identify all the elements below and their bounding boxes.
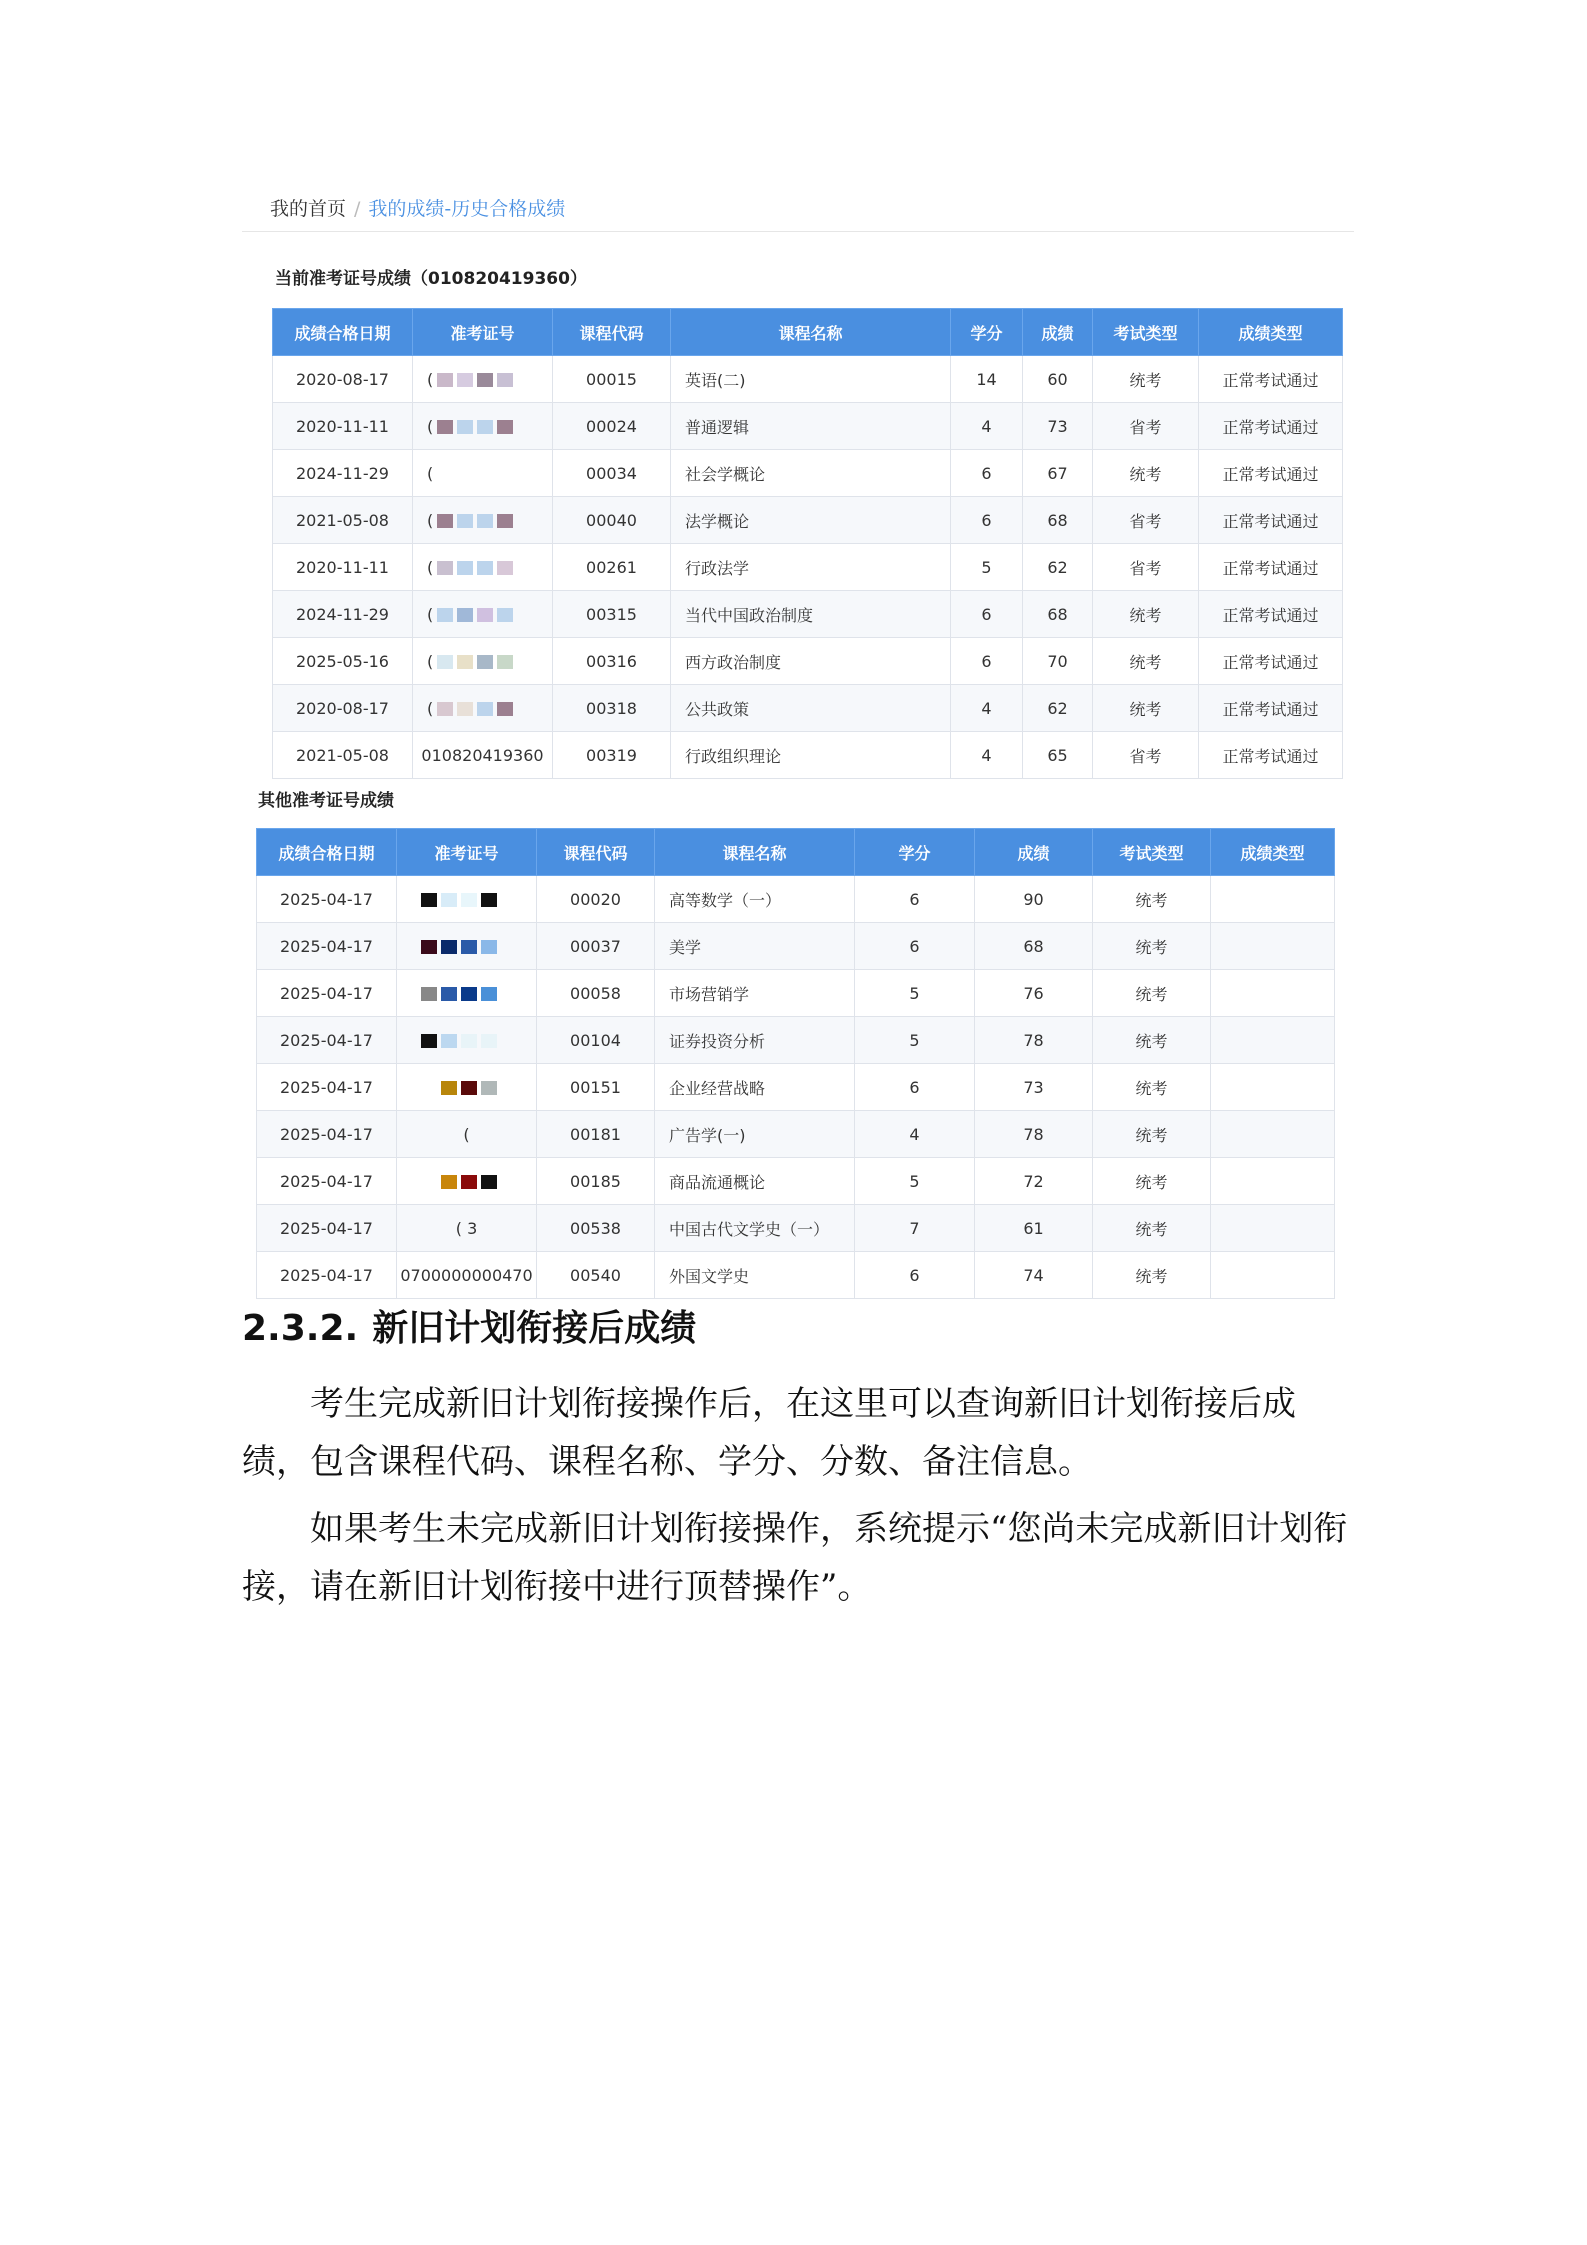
table-cell-credit: 14 — [951, 356, 1023, 403]
redacted-mosaic — [437, 373, 517, 387]
table-cell-date: 2020-08-17 — [273, 685, 413, 732]
current-scores-table-wrap[interactable] — [272, 308, 1342, 766]
table-row — [273, 732, 1343, 779]
table-cell-score: 73 — [1023, 403, 1093, 450]
table-cell-score: 68 — [975, 923, 1093, 970]
table-cell-ticket — [397, 1017, 537, 1064]
table-cell-result-type: 正常考试通过 — [1199, 497, 1343, 544]
table-cell-name: 西方政治制度 — [671, 638, 951, 685]
table-cell-ticket — [413, 403, 553, 450]
table-cell-date: 2025-04-17 — [257, 970, 397, 1017]
table-cell-score: 76 — [975, 970, 1093, 1017]
table-cell-name: 普通逻辑 — [671, 403, 951, 450]
section-heading — [242, 1300, 696, 1351]
table-cell-exam-type: 统考 — [1093, 1064, 1211, 1111]
table-cell-credit: 6 — [855, 1064, 975, 1111]
table-cell-credit: 6 — [855, 923, 975, 970]
table-cell-name: 广告学(一) — [655, 1111, 855, 1158]
table-cell-code: 00261 — [553, 544, 671, 591]
table-cell-result-type — [1211, 1205, 1335, 1252]
table-cell-exam-type: 统考 — [1093, 356, 1199, 403]
table-cell-date: 2021-05-08 — [273, 732, 413, 779]
table-cell-code: 00037 — [537, 923, 655, 970]
table-cell-name: 外国文学史 — [655, 1252, 855, 1299]
table-cell-result-type: 正常考试通过 — [1199, 732, 1343, 779]
breadcrumb — [270, 194, 565, 221]
table-cell-date: 2025-04-17 — [257, 1017, 397, 1064]
table-cell-credit: 6 — [951, 638, 1023, 685]
table-cell-result-type: 正常考试通过 — [1199, 685, 1343, 732]
table-header-row — [257, 829, 1335, 876]
redacted-mosaic — [437, 655, 517, 669]
redacted-mosaic — [437, 467, 517, 481]
table-cell-ticket — [397, 876, 537, 923]
table-cell-code: 00058 — [537, 970, 655, 1017]
table-cell-score: 60 — [1023, 356, 1093, 403]
table-cell-date: 2025-04-17 — [257, 1252, 397, 1299]
table-cell-score: 72 — [975, 1158, 1093, 1205]
table-cell-exam-type: 省考 — [1093, 403, 1199, 450]
table-cell-name: 法学概论 — [671, 497, 951, 544]
table-cell-code: 00540 — [537, 1252, 655, 1299]
table-cell-date: 2021-05-08 — [273, 497, 413, 544]
column-header[interactable]: 成绩 — [1023, 309, 1093, 356]
table-cell-exam-type: 统考 — [1093, 876, 1211, 923]
current-scores-table — [272, 308, 1343, 779]
table-cell-name: 英语(二) — [671, 356, 951, 403]
table-cell-result-type — [1211, 923, 1335, 970]
table-cell-exam-type: 统考 — [1093, 1111, 1211, 1158]
table-row — [257, 1111, 1335, 1158]
table-cell-score: 70 — [1023, 638, 1093, 685]
column-header[interactable]: 成绩类型 — [1199, 309, 1343, 356]
table-cell-credit: 6 — [951, 591, 1023, 638]
table-cell-date: 2020-11-11 — [273, 403, 413, 450]
table-cell-credit: 4 — [951, 732, 1023, 779]
table-cell-name: 当代中国政治制度 — [671, 591, 951, 638]
table-row — [257, 970, 1335, 1017]
ticket-number: ( — [463, 1124, 470, 1144]
table-cell-date: 2025-05-16 — [273, 638, 413, 685]
table-cell-code: 00015 — [553, 356, 671, 403]
ticket-number: ( — [427, 369, 434, 389]
table-cell-result-type: 正常考试通过 — [1199, 591, 1343, 638]
redacted-mosaic — [437, 514, 517, 528]
ticket-number: ( — [427, 416, 434, 436]
table-cell-result-type — [1211, 1252, 1335, 1299]
table-cell-credit: 5 — [855, 1017, 975, 1064]
column-header[interactable]: 课程名称 — [655, 829, 855, 876]
table-cell-exam-type: 统考 — [1093, 1158, 1211, 1205]
table-cell-code: 00319 — [553, 732, 671, 779]
table-cell-code: 00034 — [553, 450, 671, 497]
ticket-number: ( — [427, 651, 434, 671]
table-cell-name: 美学 — [655, 923, 855, 970]
table-cell-credit: 6 — [951, 450, 1023, 497]
table-cell-ticket — [413, 732, 553, 779]
table-cell-exam-type: 统考 — [1093, 591, 1199, 638]
table-cell-name: 公共政策 — [671, 685, 951, 732]
table-cell-ticket — [413, 638, 553, 685]
table-cell-ticket — [397, 1111, 537, 1158]
table-row — [257, 923, 1335, 970]
table-cell-name: 商品流通概论 — [655, 1158, 855, 1205]
redacted-mosaic — [421, 940, 501, 954]
table-row — [273, 450, 1343, 497]
table-row — [273, 544, 1343, 591]
redacted-mosaic — [421, 987, 501, 1001]
ticket-number: ( — [427, 463, 434, 483]
table-cell-ticket — [397, 1064, 537, 1111]
table-cell-name: 行政法学 — [671, 544, 951, 591]
table-cell-score: 62 — [1023, 544, 1093, 591]
ticket-number: ( 3 — [455, 1218, 478, 1238]
ticket-number: 010820419360 — [421, 745, 544, 765]
table-cell-score: 73 — [975, 1064, 1093, 1111]
table-row — [257, 1017, 1335, 1064]
table-cell-ticket — [397, 1252, 537, 1299]
table-cell-name: 企业经营战略 — [655, 1064, 855, 1111]
table-cell-code: 00185 — [537, 1158, 655, 1205]
table-cell-ticket — [413, 356, 553, 403]
table-cell-exam-type: 省考 — [1093, 732, 1199, 779]
table-cell-name: 社会学概论 — [671, 450, 951, 497]
table-cell-code: 00151 — [537, 1064, 655, 1111]
table-cell-score: 67 — [1023, 450, 1093, 497]
column-header[interactable]: 考试类型 — [1093, 829, 1211, 876]
table-cell-credit: 5 — [855, 1158, 975, 1205]
table-cell-result-type — [1211, 1017, 1335, 1064]
table-row — [273, 591, 1343, 638]
table-cell-ticket — [413, 544, 553, 591]
table-cell-code: 00020 — [537, 876, 655, 923]
column-header[interactable]: 学分 — [951, 309, 1023, 356]
table-cell-exam-type: 统考 — [1093, 1252, 1211, 1299]
other-scores-table — [256, 828, 1335, 1299]
table-cell-code: 00315 — [553, 591, 671, 638]
ticket-number: ( — [427, 510, 434, 530]
redacted-mosaic — [421, 1034, 501, 1048]
column-header[interactable]: 成绩合格日期 — [273, 309, 413, 356]
table-cell-credit: 4 — [951, 403, 1023, 450]
section-number: 2.3.2. — [242, 1308, 359, 1349]
table-cell-code: 00538 — [537, 1205, 655, 1252]
table-cell-credit: 6 — [951, 497, 1023, 544]
table-cell-ticket — [397, 923, 537, 970]
column-header[interactable]: 成绩 — [975, 829, 1093, 876]
table-cell-date: 2025-04-17 — [257, 1111, 397, 1158]
table-header-row — [273, 309, 1343, 356]
table-cell-date: 2020-08-17 — [273, 356, 413, 403]
table-cell-result-type — [1211, 970, 1335, 1017]
table-cell-credit: 6 — [855, 1252, 975, 1299]
table-cell-credit: 4 — [951, 685, 1023, 732]
table-cell-exam-type: 统考 — [1093, 923, 1211, 970]
table-cell-score: 62 — [1023, 685, 1093, 732]
table-cell-credit: 7 — [855, 1205, 975, 1252]
ticket-number: 0700000000470 — [400, 1265, 533, 1285]
redacted-mosaic — [437, 420, 517, 434]
table-cell-ticket — [413, 685, 553, 732]
column-header[interactable]: 准考证号 — [413, 309, 553, 356]
ticket-number: ( — [427, 604, 434, 624]
column-header[interactable]: 课程代码 — [537, 829, 655, 876]
table-cell-name: 高等数学（一） — [655, 876, 855, 923]
column-header[interactable]: 学分 — [855, 829, 975, 876]
table-cell-ticket — [413, 591, 553, 638]
table-cell-credit: 5 — [951, 544, 1023, 591]
table-cell-exam-type: 统考 — [1093, 1017, 1211, 1064]
current-ticket-scores-title: 当前准考证号成绩（010820419360） — [275, 269, 587, 289]
table-cell-exam-type: 统考 — [1093, 970, 1211, 1017]
table-cell-credit: 5 — [855, 970, 975, 1017]
ticket-number: ( — [427, 698, 434, 718]
table-cell-score: 61 — [975, 1205, 1093, 1252]
column-header[interactable]: 课程名称 — [671, 309, 951, 356]
table-cell-score: 74 — [975, 1252, 1093, 1299]
redacted-mosaic — [437, 608, 517, 622]
table-cell-ticket — [397, 1205, 537, 1252]
table-cell-date: 2025-04-17 — [257, 1064, 397, 1111]
table-cell-score: 68 — [1023, 591, 1093, 638]
table-cell-exam-type: 统考 — [1093, 638, 1199, 685]
table-cell-credit: 6 — [855, 876, 975, 923]
column-header[interactable]: 考试类型 — [1093, 309, 1199, 356]
table-cell-result-type — [1211, 1064, 1335, 1111]
table-cell-result-type — [1211, 1111, 1335, 1158]
table-row — [273, 497, 1343, 544]
table-cell-ticket — [413, 497, 553, 544]
table-cell-exam-type: 省考 — [1093, 497, 1199, 544]
table-cell-date: 2020-11-11 — [273, 544, 413, 591]
table-row — [257, 1252, 1335, 1299]
body-paragraph: 如果考生未完成新旧计划衔接操作，系统提示“您尚未完成新旧计划衔接，请在新旧计划衔接中进行顶替操作”。 — [242, 1509, 1348, 1607]
table-cell-result-type: 正常考试通过 — [1199, 544, 1343, 591]
table-cell-result-type: 正常考试通过 — [1199, 403, 1343, 450]
table-row — [273, 638, 1343, 685]
table-cell-ticket — [397, 1158, 537, 1205]
divider — [242, 231, 1354, 232]
table-cell-result-type: 正常考试通过 — [1199, 450, 1343, 497]
other-scores-table-wrap[interactable] — [256, 828, 1334, 1286]
redacted-mosaic — [421, 893, 501, 907]
table-cell-score: 78 — [975, 1017, 1093, 1064]
redacted-mosaic — [437, 702, 517, 716]
table-cell-code: 00316 — [553, 638, 671, 685]
table-cell-code: 00024 — [553, 403, 671, 450]
table-cell-date: 2025-04-17 — [257, 1158, 397, 1205]
table-cell-score: 65 — [1023, 732, 1093, 779]
table-cell-result-type — [1211, 1158, 1335, 1205]
table-row — [257, 1064, 1335, 1111]
table-cell-exam-type: 统考 — [1093, 1205, 1211, 1252]
table-row — [257, 1205, 1335, 1252]
table-cell-date: 2025-04-17 — [257, 876, 397, 923]
table-cell-name: 行政组织理论 — [671, 732, 951, 779]
ticket-number: ( — [427, 557, 434, 577]
table-cell-name: 市场营销学 — [655, 970, 855, 1017]
table-cell-code: 00040 — [553, 497, 671, 544]
table-cell-ticket — [397, 970, 537, 1017]
table-cell-code: 00104 — [537, 1017, 655, 1064]
table-cell-score: 68 — [1023, 497, 1093, 544]
other-ticket-scores-title: 其他准考证号成绩 — [258, 791, 394, 811]
column-header[interactable]: 成绩合格日期 — [257, 829, 397, 876]
redacted-mosaic — [421, 1175, 501, 1189]
table-cell-exam-type: 省考 — [1093, 544, 1199, 591]
table-cell-result-type: 正常考试通过 — [1199, 638, 1343, 685]
table-cell-date: 2025-04-17 — [257, 1205, 397, 1252]
table-row — [273, 685, 1343, 732]
table-cell-exam-type: 统考 — [1093, 450, 1199, 497]
table-cell-score: 78 — [975, 1111, 1093, 1158]
table-cell-code: 00181 — [537, 1111, 655, 1158]
column-header[interactable]: 成绩类型 — [1211, 829, 1335, 876]
table-row — [257, 1158, 1335, 1205]
table-row — [273, 403, 1343, 450]
table-cell-date: 2024-11-29 — [273, 450, 413, 497]
column-header[interactable]: 准考证号 — [397, 829, 537, 876]
column-header[interactable]: 课程代码 — [553, 309, 671, 356]
redacted-mosaic — [437, 561, 517, 575]
breadcrumb-current[interactable]: 我的成绩-历史合格成绩 — [368, 198, 566, 220]
redacted-mosaic — [421, 1081, 501, 1095]
table-cell-date: 2024-11-29 — [273, 591, 413, 638]
table-row — [273, 356, 1343, 403]
table-cell-credit: 4 — [855, 1111, 975, 1158]
table-cell-name: 证券投资分析 — [655, 1017, 855, 1064]
table-cell-score: 90 — [975, 876, 1093, 923]
table-cell-ticket — [413, 450, 553, 497]
breadcrumb-home[interactable]: 我的首页 — [270, 198, 347, 220]
table-cell-result-type: 正常考试通过 — [1199, 356, 1343, 403]
body-paragraph: 考生完成新旧计划衔接操作后，在这里可以查询新旧计划衔接后成绩，包含课程代码、课程名称、学分、分数、备注信息。 — [242, 1384, 1296, 1482]
table-cell-date: 2025-04-17 — [257, 923, 397, 970]
section-heading-text: 新旧计划衔接后成绩 — [372, 1308, 697, 1349]
table-cell-name: 中国古代文学史（一） — [655, 1205, 855, 1252]
table-cell-result-type — [1211, 876, 1335, 923]
table-cell-exam-type: 统考 — [1093, 685, 1199, 732]
breadcrumb-separator: / — [354, 198, 361, 220]
table-cell-code: 00318 — [553, 685, 671, 732]
table-row — [257, 876, 1335, 923]
